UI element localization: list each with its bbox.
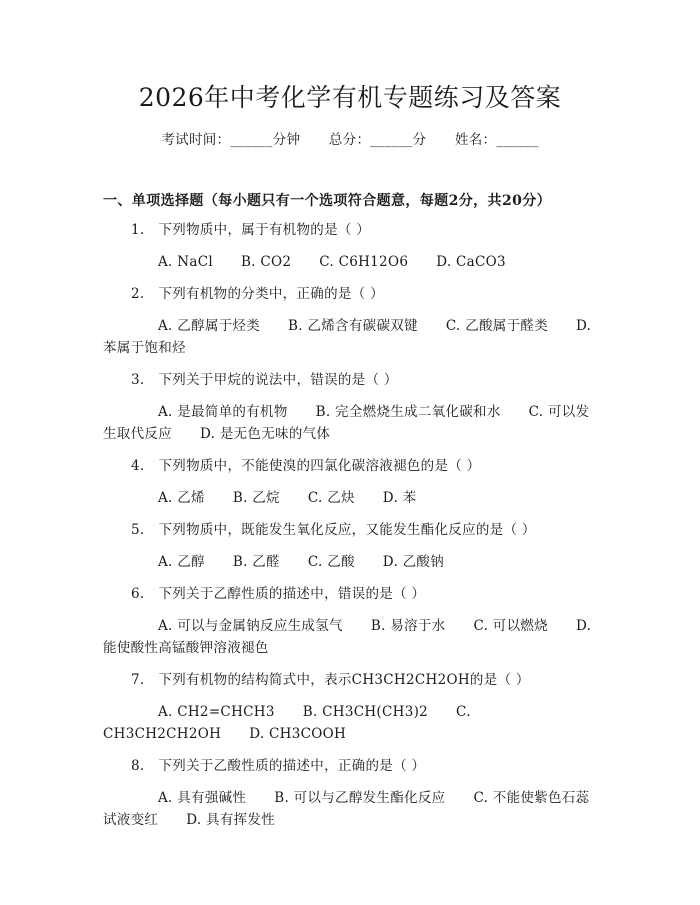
option-d: D. CaCO3 — [436, 254, 506, 270]
question-stem: 下列物质中，不能使溴的四氯化碳溶液褪色的是（ ） — [158, 458, 481, 474]
question-number: 4. — [131, 458, 145, 474]
question-stem: 下列关于乙酸性质的描述中，正确的是（ ） — [158, 758, 426, 774]
option-b: B. 乙醛 — [232, 554, 280, 570]
option-c: C. 可以燃烧 — [473, 618, 548, 634]
question-number: 7. — [131, 672, 145, 688]
question-3 — [103, 369, 597, 455]
option-a: A. 乙醇 — [158, 554, 205, 570]
question-2 — [103, 283, 597, 369]
question-options — [103, 401, 597, 445]
question-options — [103, 701, 597, 745]
question-options — [103, 315, 597, 359]
option-b: B. 完全燃烧生成二氧化碳和水 — [315, 404, 501, 420]
exam-meta — [0, 129, 700, 151]
option-d: D. 乙酸钠 — [382, 554, 445, 570]
option-b: B. 乙烷 — [232, 490, 280, 506]
option-d: D. 苯 — [382, 490, 417, 506]
option-b: B. 可以与乙醇发生酯化反应 — [274, 790, 446, 806]
question-6 — [103, 583, 597, 669]
option-a: A. NaCl — [158, 254, 213, 270]
question-stem: 下列有机物的分类中，正确的是（ ） — [158, 286, 384, 302]
question-number: 8. — [131, 758, 145, 774]
question-5 — [103, 519, 597, 583]
option-c: C. 可以发生取代反应 — [103, 404, 590, 442]
option-a: A. 是最简单的有机物 — [158, 404, 288, 420]
option-d: D. 苯属于饱和烃 — [103, 318, 592, 356]
exam-time: 考试时间：______分钟 — [161, 132, 301, 148]
exam-name: 姓名：______ — [454, 132, 539, 148]
page-title: 2026年中考化学有机专题练习及答案 — [138, 83, 562, 112]
option-c: C. 乙酸 — [307, 554, 355, 570]
question-options — [103, 251, 597, 273]
option-d: D. 具有挥发性 — [186, 812, 276, 828]
option-a: A. 具有强碱性 — [158, 790, 247, 806]
option-b: B. CH3CH(CH3)2 — [302, 704, 429, 720]
question-number: 5. — [131, 522, 145, 538]
question-options — [103, 787, 597, 831]
question-stem: 下列关于甲烷的说法中，错误的是（ ） — [158, 372, 398, 388]
question-list — [103, 219, 597, 841]
option-a: A. 乙醇属于烃类 — [158, 318, 261, 334]
option-c: C. 不能使紫色石蕊试液变红 — [103, 790, 590, 828]
exam-score: 总分：______分 — [328, 132, 427, 148]
option-c: C. C6H12O6 — [319, 254, 409, 270]
option-a: A. CH2=CHCH3 — [158, 704, 275, 720]
question-stem: 下列关于乙醇性质的描述中，错误的是（ ） — [158, 586, 426, 602]
question-number: 2. — [131, 286, 145, 302]
question-stem: 下列有机物的结构简式中，表示CH3CH2CH2OH的是（ ） — [158, 672, 530, 688]
question-7 — [103, 669, 597, 755]
option-c: C. 乙炔 — [307, 490, 355, 506]
question-stem: 下列物质中，属于有机物的是（ ） — [158, 222, 371, 238]
option-a: A. 乙烯 — [158, 490, 205, 506]
question-4 — [103, 455, 597, 519]
question-number: 1. — [131, 222, 145, 238]
question-number: 3. — [131, 372, 145, 388]
option-c: C. 乙酸属于醛类 — [445, 318, 548, 334]
question-8 — [103, 755, 597, 841]
option-d: D. 能使酸性高锰酸钾溶液褪色 — [103, 618, 592, 656]
option-d: D. 是无色无味的气体 — [200, 426, 331, 442]
question-options — [103, 551, 597, 573]
option-b: B. 易溶于水 — [370, 618, 446, 634]
option-a: A. 可以与金属钠反应生成氢气 — [158, 618, 343, 634]
option-c: C. CH3CH2CH2OH — [103, 704, 471, 742]
question-stem: 下列物质中，既能发生氧化反应，又能发生酯化反应的是（ ） — [158, 522, 536, 538]
section-title: 一、单项选择题（每小题只有一个选项符合题意，每题2分，共20分） — [103, 193, 552, 209]
option-d: D. CH3COOH — [249, 726, 347, 742]
question-1 — [103, 219, 597, 283]
question-options — [103, 487, 597, 509]
question-number: 6. — [131, 586, 145, 602]
option-b: B. 乙烯含有碳碳双键 — [288, 318, 418, 334]
question-options — [103, 615, 597, 659]
option-b: B. CO2 — [240, 254, 292, 270]
